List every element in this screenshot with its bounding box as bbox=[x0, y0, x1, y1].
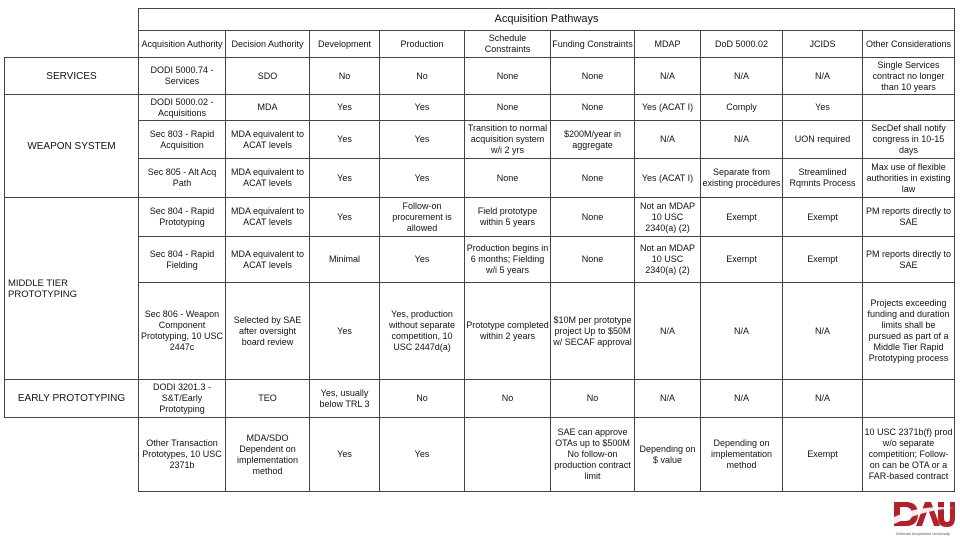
category-blank bbox=[5, 418, 139, 492]
cell-other bbox=[863, 95, 955, 121]
cell-authority: DODI 3201.3 - S&T/Early Prototyping bbox=[139, 380, 226, 418]
cell-decision: MDA equivalent to ACAT levels bbox=[226, 121, 310, 159]
cell-other: Single Services contract no longer than 10 years bbox=[863, 58, 955, 95]
cell-authority: Sec 803 - Rapid Acquisition bbox=[139, 121, 226, 159]
cell-production: Yes, production without separate competition, 10 USC 2447d(a) bbox=[380, 283, 465, 380]
cell-schedule: Field prototype within 5 years bbox=[465, 198, 551, 237]
category-services: SERVICES bbox=[5, 58, 139, 95]
cell-other: Projects exceeding funding and duration limits shall be pursued as part of a Middle Tier Rapid Prototyping process bbox=[863, 283, 955, 380]
cell-other: 10 USC 2371b(f) prod w/o separate competition; Follow-on can be OTA or a FAR-based contract bbox=[863, 418, 955, 492]
dau-logo bbox=[890, 498, 956, 538]
cell-dod: Exempt bbox=[701, 198, 783, 237]
cell-other: PM reports directly to SAE bbox=[863, 237, 955, 283]
dau-logo-mark bbox=[892, 502, 955, 527]
header-spacer bbox=[5, 31, 139, 58]
cell-authority: DODI 5000.74 - Services bbox=[139, 58, 226, 95]
cell-jcids: Streamlined Rqmnts Process bbox=[783, 159, 863, 198]
cell-mdap: Depending on $ value bbox=[635, 418, 701, 492]
cell-development: Yes bbox=[310, 95, 380, 121]
cell-authority: Other Transaction Prototypes, 10 USC 2371b bbox=[139, 418, 226, 492]
cell-production: Yes bbox=[380, 159, 465, 198]
cell-other: PM reports directly to SAE bbox=[863, 198, 955, 237]
cell-jcids: UON required bbox=[783, 121, 863, 159]
cell-decision: MDA equivalent to ACAT levels bbox=[226, 198, 310, 237]
table-row bbox=[5, 95, 955, 121]
cell-dod: N/A bbox=[701, 121, 783, 159]
cell-other: Max use of flexible authorities in existing law bbox=[863, 159, 955, 198]
cell-funding: None bbox=[551, 95, 635, 121]
cell-jcids: N/A bbox=[783, 283, 863, 380]
category-weapon-system: WEAPON SYSTEM bbox=[5, 95, 139, 198]
cell-dod: Exempt bbox=[701, 237, 783, 283]
cell-schedule: None bbox=[465, 95, 551, 121]
header-funding-constraints: Funding Constraints bbox=[551, 31, 635, 58]
category-early-prototyping: EARLY PROTOTYPING bbox=[5, 380, 139, 418]
dau-logo-subtitle: Defense Acquisition University bbox=[896, 531, 950, 536]
cell-schedule: None bbox=[465, 159, 551, 198]
cell-other: SecDef shall notify congress in 10-15 days bbox=[863, 121, 955, 159]
table-row bbox=[5, 121, 955, 159]
cell-authority: Sec 805 - Alt Acq Path bbox=[139, 159, 226, 198]
cell-mdap: Not an MDAP 10 USC 2340(a) (2) bbox=[635, 237, 701, 283]
cell-funding: None bbox=[551, 198, 635, 237]
cell-mdap: Not an MDAP 10 USC 2340(a) (2) bbox=[635, 198, 701, 237]
cell-production: No bbox=[380, 58, 465, 95]
cell-development: Yes bbox=[310, 198, 380, 237]
table-title: Acquisition Pathways bbox=[139, 9, 955, 31]
header-development: Development bbox=[310, 31, 380, 58]
cell-production: Yes bbox=[380, 95, 465, 121]
header-schedule-constraints: Schedule Constraints bbox=[465, 31, 551, 58]
table-row bbox=[5, 237, 955, 283]
cell-dod: N/A bbox=[701, 58, 783, 95]
cell-schedule: Transition to normal acquisition system w/i 2 yrs bbox=[465, 121, 551, 159]
cell-funding: None bbox=[551, 58, 635, 95]
acquisition-pathways-table bbox=[4, 8, 955, 492]
header-mdap: MDAP bbox=[635, 31, 701, 58]
cell-funding: $10M per prototype project Up to $50M w/ SECAF approval bbox=[551, 283, 635, 380]
cell-authority: DODI 5000.02 - Acquisitions bbox=[139, 95, 226, 121]
cell-mdap: Yes (ACAT I) bbox=[635, 95, 701, 121]
header-dod-5000-02: DoD 5000.02 bbox=[701, 31, 783, 58]
cell-mdap: Yes (ACAT I) bbox=[635, 159, 701, 198]
table-row bbox=[5, 159, 955, 198]
header-jcids: JCIDS bbox=[783, 31, 863, 58]
cell-decision: Selected by SAE after oversight board review bbox=[226, 283, 310, 380]
cell-mdap: N/A bbox=[635, 380, 701, 418]
cell-decision: MDA/SDO Dependent on implementation method bbox=[226, 418, 310, 492]
cell-funding: None bbox=[551, 159, 635, 198]
cell-dod: N/A bbox=[701, 380, 783, 418]
cell-schedule: None bbox=[465, 58, 551, 95]
cell-development: Yes, usually below TRL 3 bbox=[310, 380, 380, 418]
cell-production: Yes bbox=[380, 121, 465, 159]
header-decision-authority: Decision Authority bbox=[226, 31, 310, 58]
cell-funding: SAE can approve OTAs up to $500M No follow-on production contract limit bbox=[551, 418, 635, 492]
cell-schedule: No bbox=[465, 380, 551, 418]
cell-jcids: Exempt bbox=[783, 237, 863, 283]
table-row bbox=[5, 198, 955, 237]
cell-jcids: Exempt bbox=[783, 198, 863, 237]
cell-authority: Sec 804 - Rapid Prototyping bbox=[139, 198, 226, 237]
cell-schedule: Prototype completed within 2 years bbox=[465, 283, 551, 380]
cell-jcids: Yes bbox=[783, 95, 863, 121]
cell-decision: MDA equivalent to ACAT levels bbox=[226, 159, 310, 198]
cell-dod: Separate from existing procedures bbox=[701, 159, 783, 198]
cell-authority: Sec 806 - Weapon Component Prototyping, 10 USC 2447c bbox=[139, 283, 226, 380]
table-row bbox=[5, 58, 955, 95]
cell-development: Yes bbox=[310, 418, 380, 492]
cell-production: Yes bbox=[380, 237, 465, 283]
cell-funding: $200M/year in aggregate bbox=[551, 121, 635, 159]
cell-development: Yes bbox=[310, 121, 380, 159]
header-acquisition-authority: Acquisition Authority bbox=[139, 31, 226, 58]
cell-dod: Comply bbox=[701, 95, 783, 121]
cell-decision: MDA equivalent to ACAT levels bbox=[226, 237, 310, 283]
table-row bbox=[5, 380, 955, 418]
cell-funding: None bbox=[551, 237, 635, 283]
cell-other bbox=[863, 380, 955, 418]
table-row bbox=[5, 283, 955, 380]
cell-decision: MDA bbox=[226, 95, 310, 121]
cell-mdap: N/A bbox=[635, 283, 701, 380]
cell-mdap: N/A bbox=[635, 58, 701, 95]
category-middle-tier-prototyping: MIDDLE TIER PROTOTYPING bbox=[5, 198, 139, 380]
cell-development: Yes bbox=[310, 283, 380, 380]
cell-schedule: Production begins in 6 months; Fielding w/i 5 years bbox=[465, 237, 551, 283]
cell-jcids: N/A bbox=[783, 380, 863, 418]
cell-development: Yes bbox=[310, 159, 380, 198]
cell-dod: Depending on implementation method bbox=[701, 418, 783, 492]
cell-production: Follow-on procurement is allowed bbox=[380, 198, 465, 237]
cell-production: No bbox=[380, 380, 465, 418]
cell-mdap: N/A bbox=[635, 121, 701, 159]
header-production: Production bbox=[380, 31, 465, 58]
cell-funding: No bbox=[551, 380, 635, 418]
cell-production: Yes bbox=[380, 418, 465, 492]
table-row bbox=[5, 418, 955, 492]
cell-authority: Sec 804 - Rapid Fielding bbox=[139, 237, 226, 283]
cell-development: No bbox=[310, 58, 380, 95]
cell-schedule bbox=[465, 418, 551, 492]
cell-jcids: N/A bbox=[783, 58, 863, 95]
cell-development: Minimal bbox=[310, 237, 380, 283]
cell-decision: SDO bbox=[226, 58, 310, 95]
corner-cell bbox=[5, 9, 139, 31]
header-other-considerations: Other Considerations bbox=[863, 31, 955, 58]
cell-jcids: Exempt bbox=[783, 418, 863, 492]
cell-dod: N/A bbox=[701, 283, 783, 380]
cell-decision: TEO bbox=[226, 380, 310, 418]
